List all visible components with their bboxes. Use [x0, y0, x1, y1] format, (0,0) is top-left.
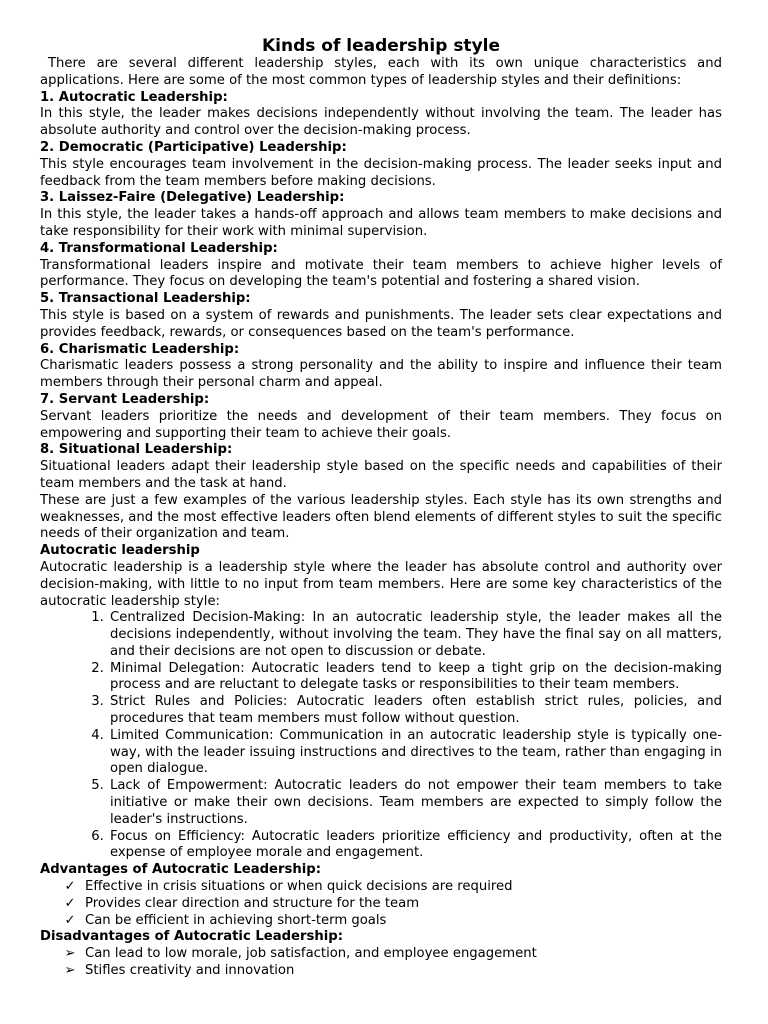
check-mark-icon: ✓: [64, 895, 76, 911]
style-heading: 4. Transformational Leadership:: [40, 240, 278, 256]
characteristic-item: 4. Limited Communication: Communication in an autocratic leadership style is typically one-way, with the leader issuing instructions and directives to the team, rather than engaging in open dialogue.: [108, 728, 722, 778]
style-heading: 3. Laissez-Faire (Delegative) Leadership:: [40, 190, 345, 206]
disadvantage-item: [62, 946, 722, 963]
intro-paragraph: There are several different leadership styles, each with its own unique characteristics and applications. Here are some of the most common types of leadership styles and their definitions:: [40, 56, 722, 88]
style-item: [40, 190, 722, 240]
characteristics-list: [40, 610, 722, 862]
advantage-item: [62, 913, 722, 930]
advantage-text: Effective in crisis situations or when quick decisions are required: [85, 879, 513, 895]
characteristic-item: 6. Focus on Efficiency: Autocratic leaders prioritize efficiency and productivity, often at the expense of employee morale and engagement.: [108, 829, 722, 863]
style-heading: 6. Charismatic Leadership:: [40, 341, 240, 357]
style-item: [40, 342, 722, 392]
style-description: This style is based on a system of rewards and punishments. The leader sets clear expectations and provides feedback, rewards, or consequences based on the team's performance.: [40, 307, 722, 340]
style-description: This style encourages team involvement in the decision-making process. The leader seeks input and feedback from the team members before making decisions.: [40, 156, 722, 189]
characteristic-item: 3. Strict Rules and Policies: Autocratic leaders often establish strict rules, policies, and procedures that team members must follow without question.: [108, 694, 722, 728]
style-heading: 8. Situational Leadership:: [40, 442, 233, 458]
characteristic-item: 5. Lack of Empowerment: Autocratic leaders do not empower their team members to take initiative or make their own decisions. Team members are expected to simply follow the leader's instructions.: [108, 778, 722, 828]
arrowhead-bullet-icon: ➢: [64, 963, 76, 979]
leadership-styles-list: [40, 90, 722, 493]
arrowhead-bullet-icon: ➢: [64, 946, 76, 962]
characteristic-item: 2. Minimal Delegation: Autocratic leaders tend to keep a tight grip on the decision-making process and are reluctant to delegate tasks or responsibilities to their team members.: [108, 661, 722, 695]
advantage-item: [62, 879, 722, 896]
style-description: Situational leaders adapt their leadership style based on the specific needs and capabilities of their team members and the task at hand.: [40, 459, 722, 491]
disadvantage-item: [62, 963, 722, 980]
check-mark-icon: ✓: [64, 879, 76, 895]
autocratic-section-heading: Autocratic leadership: [40, 543, 200, 559]
disadvantages-heading: Disadvantages of Autocratic Leadership:: [40, 929, 343, 945]
characteristic-item: 1. Centralized Decision-Making: In an autocratic leadership style, the leader makes all the decisions independently, without involving the team. They have the final say on all matters, and their decisions are not open to discussion or debate.: [108, 610, 722, 660]
advantage-item: [62, 896, 722, 913]
style-item: [40, 241, 722, 291]
style-heading: 7. Servant Leadership:: [40, 391, 210, 407]
style-heading: 2. Democratic (Participative) Leadership:: [40, 139, 347, 155]
style-description: Charismatic leaders possess a strong personality and the ability to inspire and influence their team members through their personal charm and appeal.: [40, 358, 722, 391]
advantages-heading: Advantages of Autocratic Leadership:: [40, 862, 321, 878]
style-heading: 1. Autocratic Leadership:: [40, 89, 228, 105]
style-heading: 5. Transactional Leadership:: [40, 291, 251, 307]
style-item: [40, 442, 722, 492]
disadvantage-text: Can lead to low morale, job satisfaction, and employee engagement: [85, 946, 537, 962]
style-description: Transformational leaders inspire and motivate their team members to achieve higher levels of performance. They focus on developing the team's potential and fostering a shared vision.: [40, 257, 722, 290]
advantages-list: [40, 879, 722, 929]
summary-paragraph: These are just a few examples of the various leadership styles. Each style has its own strengths and weaknesses, and the most effective leaders often blend elements of different styles to suit the specific needs of their organization and team.: [40, 492, 722, 542]
autocratic-intro-paragraph: Autocratic leadership is a leadership style where the leader has absolute control and authority over decision-making, with little to no input from team members. Here are some key characteristics of the autocratic leadership style:: [40, 559, 722, 609]
disadvantage-text: Stifles creativity and innovation: [85, 963, 295, 979]
style-item: [40, 90, 722, 140]
document-title: Kinds of leadership style: [261, 36, 501, 56]
check-mark-icon: ✓: [64, 912, 76, 928]
style-item: [40, 291, 722, 341]
advantage-text: Can be efficient in achieving short-term goals: [85, 912, 387, 928]
style-description: In this style, the leader takes a hands-off approach and allows team members to make decisions and take responsibility for their work with minimal supervision.: [40, 207, 722, 239]
disadvantages-list: [40, 946, 722, 980]
style-description: Servant leaders prioritize the needs and development of their team members. They focus on empowering and supporting their team to achieve their goals.: [40, 408, 722, 441]
advantage-text: Provides clear direction and structure for the team: [85, 895, 420, 911]
style-description: In this style, the leader makes decisions independently without involving the team. The leader has absolute authority and control over the decision-making process.: [40, 106, 722, 139]
style-item: [40, 392, 722, 442]
style-item: [40, 140, 722, 190]
